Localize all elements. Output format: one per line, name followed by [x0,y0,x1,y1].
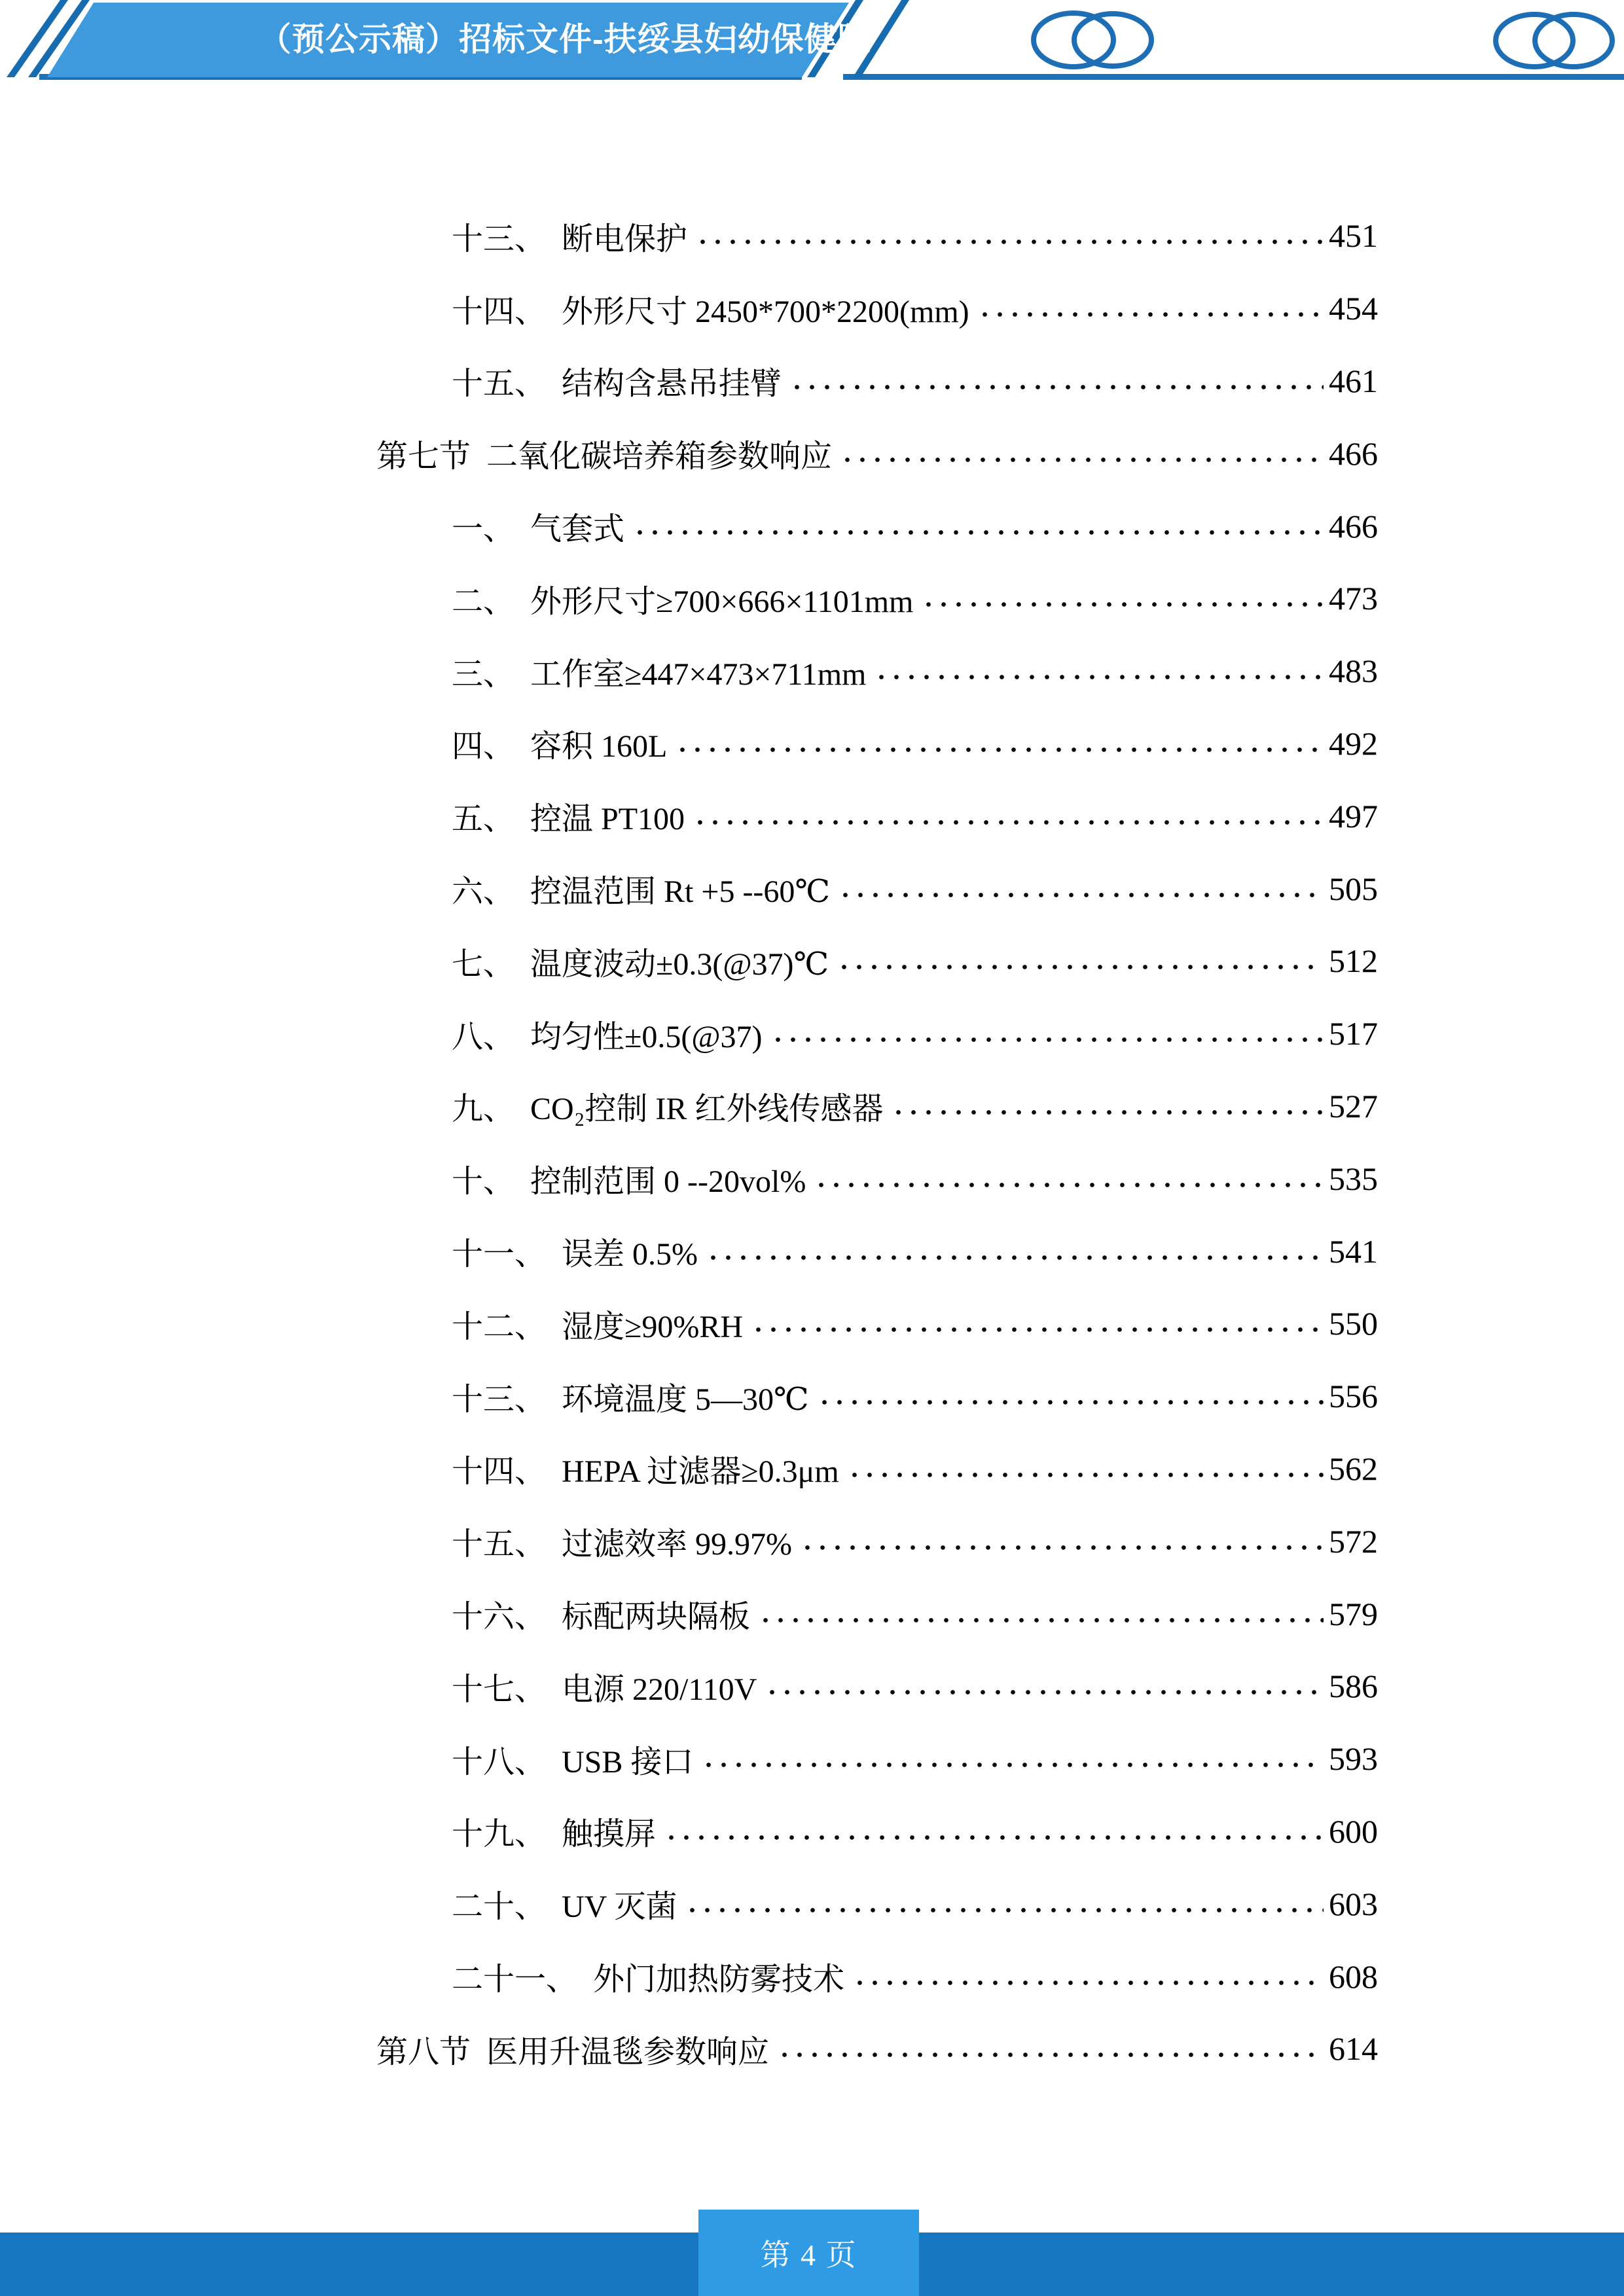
dot-leader [631,509,1324,543]
toc-entry[interactable] [0,1215,1624,1287]
dot-leader [683,1887,1324,1921]
dot-leader [812,1162,1324,1196]
toc-entry-page: 517 [1329,1015,1378,1052]
toc-entry-title: 控温 PT100 [530,802,685,837]
toc-entry-page: 535 [1329,1160,1378,1197]
toc-entry-number: 二、 [452,584,515,619]
toc-entry-number: 九、 [452,1092,515,1127]
toc-entry-title: UV 灭菌 [562,1890,677,1925]
toc-entry-title: 容积 160L [530,729,668,764]
dot-leader [700,1742,1324,1776]
dot-leader [851,1960,1324,1994]
toc-entry-number: 八、 [452,1019,515,1054]
dot-leader [976,291,1324,325]
toc-entry-title: CO₂控制 IR 红外线传感器 [530,1092,884,1127]
toc-entry-number: 十四、 [452,294,547,329]
toc-entry-number: 一、 [452,512,515,547]
toc-entry-title: 外形尺寸≥700×666×1101mm [530,584,914,619]
toc-entry-title: 结构含悬吊挂臂 [562,367,782,402]
toc-entry-page: 466 [1329,435,1378,472]
toc-entry[interactable] [0,635,1624,708]
dot-leader [873,654,1324,688]
toc-entry[interactable] [0,997,1624,1070]
page-number-label: 第 4 页 [760,2238,857,2272]
toc-entry-number: 十、 [452,1164,515,1200]
toc-entry-title: 气套式 [530,512,625,547]
toc-entry-page: 614 [1329,2030,1378,2068]
dot-leader [674,726,1324,761]
toc-entry-page: 600 [1329,1812,1378,1850]
toc-entry-page: 608 [1329,1958,1378,1995]
dot-leader [691,799,1324,833]
dot-leader [839,437,1324,471]
toc-entry-title: 外形尺寸 2450*700*2200(mm) [562,294,969,329]
toc-entry[interactable] [0,2013,1624,2085]
toc-entry-number: 十九、 [452,1817,547,1852]
toc-entry-page: 505 [1329,870,1378,907]
toc-entry-number: 十三、 [452,1382,547,1417]
toc-entry-page: 593 [1329,1740,1378,1778]
toc-entry[interactable] [0,1723,1624,1795]
dot-leader [846,1452,1324,1486]
toc-entry-page: 556 [1329,1378,1378,1415]
toc-entry-page: 492 [1329,725,1378,762]
toc-entry-number: 十三、 [452,221,547,257]
toc-entry-page: 562 [1329,1450,1378,1487]
toc-entry-title: 医用升温毯参数响应 [486,2034,770,2070]
toc-entry-number: 十七、 [452,1672,547,1707]
toc-entry[interactable] [0,1940,1624,2013]
toc-entry[interactable] [0,1070,1624,1143]
toc-entry[interactable] [0,1795,1624,1868]
toc-entry[interactable] [0,1577,1624,1650]
dot-leader [763,1669,1324,1703]
toc-entry-title: 温度波动±0.3(@37)℃ [530,946,829,982]
toc-entry-page: 541 [1329,1232,1378,1270]
toc-entry-title: 工作室≥447×473×711mm [530,656,867,692]
toc-entry-number: 十五、 [452,1527,547,1562]
toc-entry[interactable] [0,1433,1624,1505]
toc-entry-page: 483 [1329,653,1378,690]
toc-entry-title: 标配两块隔板 [562,1600,751,1635]
document-title: （预公示稿）招标文件-扶绥县妇幼保健院 [259,21,871,58]
dot-leader [835,944,1324,978]
toc-entry-number: 二十、 [452,1890,547,1925]
dot-leader [704,1234,1324,1268]
toc-entry[interactable] [0,925,1624,997]
toc-entry[interactable] [0,1360,1624,1433]
toc-entry[interactable] [0,1650,1624,1723]
dot-leader [757,1597,1324,1631]
toc-entry-number: 第八节 [376,2034,471,2070]
toc-entry-number: 四、 [452,729,515,764]
toc-entry-number: 十一、 [452,1237,547,1272]
toc-entry-page: 603 [1329,1885,1378,1922]
toc-entry-title: USB 接口 [562,1744,694,1780]
toc-entry[interactable] [0,562,1624,635]
toc-entry-page: 550 [1329,1305,1378,1342]
toc-entry-number: 十四、 [452,1454,547,1490]
toc [0,200,1624,2085]
dot-leader [799,1524,1324,1558]
dot-leader [694,219,1324,253]
toc-entry-number: 六、 [452,874,515,910]
interlocked-rings-icon [1034,13,1151,67]
toc-entry-title: 二氧化碳培养箱参数响应 [486,439,833,475]
toc-entry-page: 466 [1329,507,1378,545]
dot-leader [749,1306,1324,1340]
toc-entry-number: 三、 [452,656,515,692]
toc-entry-page: 512 [1329,942,1378,980]
toc-entry-title: 电源 220/110V [562,1672,757,1707]
page-number-badge [698,2210,919,2296]
toc-entry-number: 二十一、 [452,1962,578,1998]
toc-entry-number: 五、 [452,802,515,837]
toc-entry-number: 十二、 [452,1309,547,1344]
toc-entry-page: 497 [1329,797,1378,834]
toc-entry-page: 579 [1329,1595,1378,1632]
dot-leader [662,1814,1324,1848]
toc-entry[interactable] [0,780,1624,852]
toc-entry-number: 十八、 [452,1744,547,1780]
toc-entry-page: 451 [1329,217,1378,255]
toc-entry-title: 外门加热防雾技术 [593,1962,845,1998]
toc-entry-title: 均匀性±0.5(@37) [530,1019,763,1054]
dot-leader [776,2032,1324,2066]
dot-leader [890,1089,1324,1123]
toc-entry-title: 湿度≥90%RH [562,1309,744,1344]
dot-leader [920,581,1324,615]
toc-entry-number: 七、 [452,946,515,982]
toc-entry-title: 控温范围 Rt +5 --60℃ [530,874,831,910]
toc-entry[interactable] [0,490,1624,562]
toc-entry-title: 误差 0.5% [562,1237,698,1272]
toc-entry-page: 586 [1329,1668,1378,1705]
toc-entry[interactable] [0,200,1624,272]
toc-entry[interactable] [0,852,1624,925]
dot-leader [816,1379,1324,1413]
toc-entry[interactable] [0,1142,1624,1215]
toc-entry-title: 控制范围 0 --20vol% [530,1164,806,1200]
toc-entry[interactable] [0,272,1624,345]
interlocked-rings-icon [1496,14,1612,67]
toc-entry-number: 十五、 [452,367,547,402]
toc-entry-title: 环境温度 5—30℃ [562,1382,809,1417]
dot-leader [769,1016,1324,1050]
toc-entry[interactable] [0,1867,1624,1940]
toc-entry-number: 第七节 [376,439,471,475]
dot-leader [837,872,1324,906]
toc-entry-number: 十六、 [452,1600,547,1635]
toc-entry[interactable] [0,345,1624,418]
toc-entry-page: 572 [1329,1522,1378,1560]
toc-entry-page: 454 [1329,290,1378,327]
toc-entry[interactable] [0,417,1624,490]
toc-entry[interactable] [0,1287,1624,1360]
page-header [0,0,1624,86]
toc-entry-page: 461 [1329,362,1378,399]
toc-entry-page: 527 [1329,1087,1378,1124]
toc-entry-page: 473 [1329,580,1378,617]
toc-entry-title: HEPA 过滤器≥0.3μm [562,1454,839,1490]
toc-entry-title: 触摸屏 [562,1817,657,1852]
toc-entry[interactable] [0,708,1624,780]
toc-entry[interactable] [0,1505,1624,1577]
header-rule-right [843,74,1624,80]
toc-entry-title: 断电保护 [562,221,688,257]
dot-leader [788,364,1324,398]
toc-entry-title: 过滤效率 99.97% [562,1527,793,1562]
